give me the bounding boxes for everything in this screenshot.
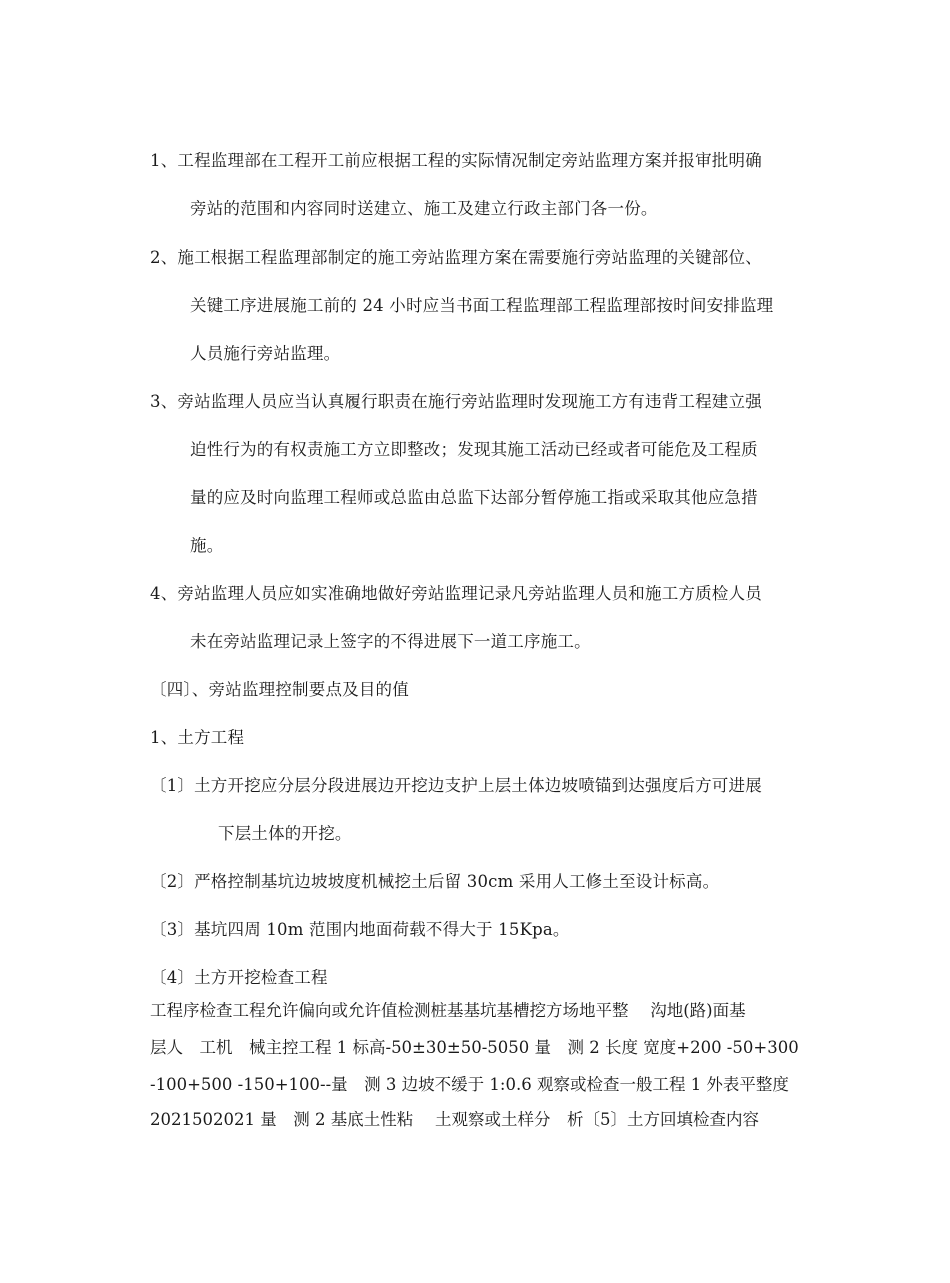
table-text-line-4: 2021502021 量 测 2 基底土性粘 土观察或土样分 析〔5〕土方回填检查内容 bbox=[150, 1110, 759, 1129]
paragraph-3-line-2: 迫性行为的有权责施工方立即整改；发现其施工活动已经或者可能危及工程质 bbox=[190, 440, 758, 459]
section-heading: 〔四〕、旁站监理控制要点及目的值 bbox=[150, 680, 409, 699]
paragraph-1-line-1: 1、工程监理部在工程开工前应根据工程的实际情况制定旁站监理方案并报审批明确 bbox=[150, 151, 762, 170]
table-text-line-1: 工程序检查工程允许偏向或允许值检测桩基基坑基槽挖方场地平整 沟地(路)面基 bbox=[150, 1001, 746, 1020]
item-3: 〔3〕基坑四周 10m 范围内地面荷载不得大于 15Kpa。 bbox=[150, 920, 570, 939]
paragraph-3-line-4: 施。 bbox=[190, 536, 224, 555]
table-text-line-2: 层人 工机 械主控工程 1 标高-50±30±50-5050 量 测 2 长度 宽度+200 -50+300 bbox=[150, 1038, 799, 1057]
paragraph-1-line-2: 旁站的范围和内容同时送建立、施工及建立行政主部门各一份。 bbox=[190, 199, 658, 218]
paragraph-2-line-3: 人员施行旁站监理。 bbox=[190, 344, 341, 363]
item-2: 〔2〕严格控制基坑边坡坡度机械挖土后留 30cm 采用人工修土至设计标高。 bbox=[150, 872, 720, 891]
subsection-heading: 1、土方工程 bbox=[150, 728, 245, 747]
paragraph-3-line-3: 量的应及时向监理工程师或总监由总监下达部分暂停施工指或采取其他应急措 bbox=[190, 488, 758, 507]
paragraph-2-line-2: 关键工序进展施工前的 24 小时应当书面工程监理部工程监理部按时间安排监理 bbox=[190, 296, 774, 315]
table-text-line-3: -100+500 -150+100--量 测 3 边坡不缓于 1:0.6 观察或检查一般工程 1 外表平整度 bbox=[150, 1075, 789, 1094]
item-1-line-2: 下层土体的开挖。 bbox=[218, 824, 352, 843]
paragraph-4-line-2: 未在旁站监理记录上签字的不得进展下一道工序施工。 bbox=[190, 632, 591, 651]
paragraph-3-line-1: 3、旁站监理人员应当认真履行职责在施行旁站监理时发现施工方有违背工程建立强 bbox=[150, 392, 762, 411]
paragraph-2-line-1: 2、施工根据工程监理部制定的施工旁站监理方案在需要施行旁站监理的关键部位、 bbox=[150, 248, 762, 267]
paragraph-4-line-1: 4、旁站监理人员应如实准确地做好旁站监理记录凡旁站监理人员和施工方质检人员 bbox=[150, 584, 762, 603]
item-4: 〔4〕土方开挖检查工程 bbox=[150, 968, 328, 987]
item-1-line-1: 〔1〕土方开挖应分层分段进展边开挖边支护上层土体边坡喷锚到达强度后方可进展 bbox=[150, 776, 762, 795]
